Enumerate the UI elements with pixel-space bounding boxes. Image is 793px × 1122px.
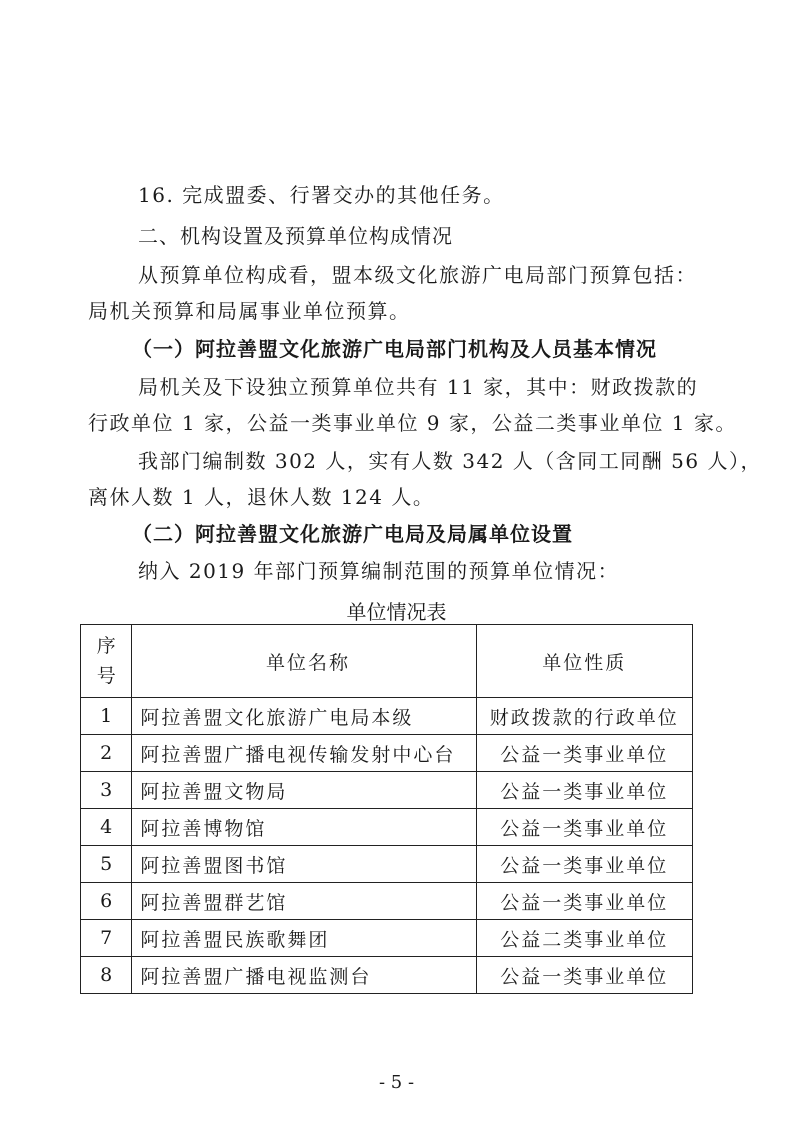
section-heading-structure: 二、机构设置及预算单位构成情况 <box>138 224 453 248</box>
paragraph-budget-composition-cont: 局机关预算和局属事业单位预算。 <box>88 299 411 323</box>
paragraph-staffing-cont: 离休人数 1 人，退休人数 124 人。 <box>88 485 435 509</box>
paragraph-unit-count: 局机关及下设独立预算单位共有 11 家，其中：财政拨款的 <box>138 375 699 399</box>
header-serial-top: 序 <box>96 635 116 657</box>
cell-unit-name: 阿拉善博物馆 <box>132 809 476 846</box>
subsection-heading-1: （一）阿拉善盟文化旅游广电局部门机构及人员基本情况 <box>132 337 657 361</box>
paragraph-task-16: 16. 完成盟委、行署交办的其他任务。 <box>138 183 505 207</box>
cell-serial: 5 <box>81 846 132 883</box>
cell-unit-name: 阿拉善盟文化旅游广电局本级 <box>132 698 476 735</box>
cell-unit-name: 阿拉善盟文物局 <box>132 772 476 809</box>
table-row <box>81 883 693 920</box>
cell-unit-type: 公益一类事业单位 <box>476 846 692 883</box>
cell-unit-type: 公益二类事业单位 <box>476 920 692 957</box>
cell-unit-type: 公益一类事业单位 <box>476 957 692 994</box>
cell-unit-name: 阿拉善盟广播电视监测台 <box>132 957 476 994</box>
header-serial-bottom: 号 <box>96 665 116 687</box>
table-row <box>81 957 693 994</box>
table-row <box>81 772 693 809</box>
cell-serial: 1 <box>81 698 132 735</box>
table-header-row <box>81 625 693 698</box>
paragraph-staffing: 我部门编制数 302 人，实有人数 342 人（含同工同酬 56 人）， <box>138 449 762 473</box>
table-title: 单位情况表 <box>346 600 447 624</box>
cell-unit-name: 阿拉善盟广播电视传输发射中心台 <box>132 735 476 772</box>
cell-serial: 4 <box>81 809 132 846</box>
table-row <box>81 809 693 846</box>
cell-serial: 6 <box>81 883 132 920</box>
cell-serial: 8 <box>81 957 132 994</box>
cell-unit-name: 阿拉善盟群艺馆 <box>132 883 476 920</box>
paragraph-unit-count-cont: 行政单位 1 家，公益一类事业单位 9 家，公益二类事业单位 1 家。 <box>88 411 737 435</box>
cell-serial: 2 <box>81 735 132 772</box>
cell-unit-type: 公益一类事业单位 <box>476 735 692 772</box>
cell-unit-type: 公益一类事业单位 <box>476 772 692 809</box>
cell-unit-type: 财政拨款的行政单位 <box>476 698 692 735</box>
cell-unit-name: 阿拉善盟图书馆 <box>132 846 476 883</box>
header-unit-type: 单位性质 <box>476 625 692 698</box>
cell-unit-type: 公益一类事业单位 <box>476 883 692 920</box>
header-unit-name: 单位名称 <box>132 625 476 698</box>
cell-unit-name: 阿拉善盟民族歌舞团 <box>132 920 476 957</box>
paragraph-budget-scope: 纳入 2019 年部门预算编制范围的预算单位情况： <box>138 559 620 583</box>
table-row <box>81 920 693 957</box>
cell-serial: 3 <box>81 772 132 809</box>
subsection-heading-2: （二）阿拉善盟文化旅游广电局及局属单位设置 <box>132 522 573 546</box>
table-row <box>81 735 693 772</box>
table-row <box>81 846 693 883</box>
paragraph-budget-composition: 从预算单位构成看，盟本级文化旅游广电局部门预算包括： <box>138 263 697 287</box>
cell-unit-type: 公益一类事业单位 <box>476 809 692 846</box>
table-row <box>81 698 693 735</box>
unit-table <box>80 624 693 994</box>
header-serial-number <box>81 625 132 698</box>
page-number: - 5 - <box>378 1072 415 1093</box>
cell-serial: 7 <box>81 920 132 957</box>
